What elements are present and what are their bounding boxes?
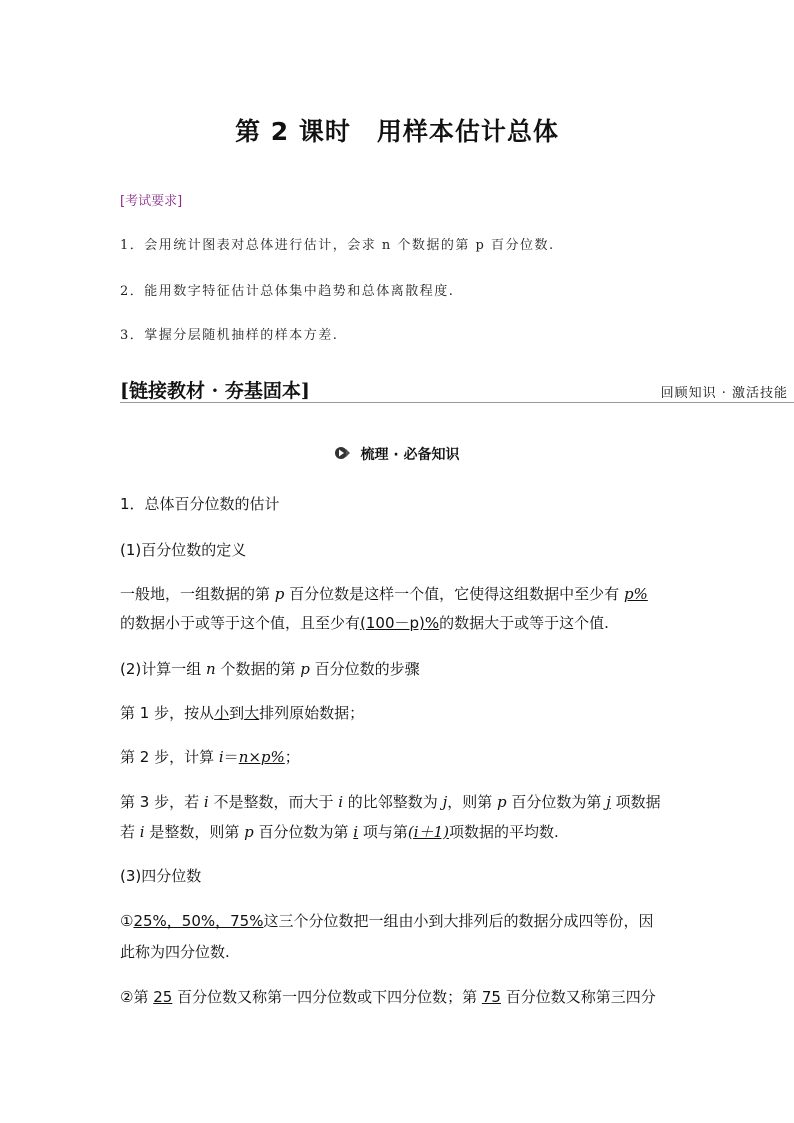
- requirement-item: 2．能用数字特征估计总体集中趋势和总体离散程度.: [120, 284, 455, 299]
- heading-1: 1．总体百分位数的估计: [120, 495, 280, 513]
- play-circle-icon: [334, 446, 352, 464]
- blank-answer: 小: [214, 704, 230, 722]
- requirement-item: 1．会用统计图表对总体进行估计，会求 n 个数据的第 p 百分位数.: [120, 238, 555, 253]
- blank-answer: j: [606, 793, 611, 811]
- subsection-header: [0, 444, 794, 464]
- quartile-line-3: ②第 25 百分位数又称第一四分位数或下四分位数；第 75 百分位数又称第三四分: [120, 988, 656, 1006]
- blank-answer: p%: [623, 585, 648, 603]
- requirements-label: [考试要求]: [120, 194, 183, 209]
- heading-1a: (1)百分位数的定义: [120, 541, 247, 559]
- section-divider: [120, 402, 794, 403]
- section-tagline: 回顾知识 · 激活技能: [660, 386, 788, 401]
- blank-answer: 75: [481, 988, 501, 1006]
- page-title: 第 2 课时 用样本估计总体: [235, 117, 559, 146]
- definition-line-1: 一般地，一组数据的第 p 百分位数是这样一个值，它使得这组数据中至少有 p%: [120, 585, 648, 603]
- heading-1c: (3)四分位数: [120, 867, 202, 885]
- step-2: 第 2 步，计算 i＝n×p%；: [120, 748, 300, 766]
- quartile-line-1: ①25%，50%，75%这三个分位数把一组由小到大排列后的数据分成四等份，因: [120, 912, 654, 930]
- step-3-line-1: 第 3 步，若 i 不是整数，而大于 i 的比邻整数为 j，则第 p 百分位数为第 j 项数据: [120, 793, 661, 811]
- blank-answer: 大: [244, 704, 260, 722]
- quartile-line-2: 此称为四分位数.: [120, 943, 230, 961]
- blank-answer: 25: [153, 988, 173, 1006]
- blank-answer: i: [353, 823, 359, 841]
- blank-answer: 25%，50%，75%: [133, 912, 264, 930]
- blank-answer: (100－p)%: [360, 614, 440, 632]
- definition-line-2: 的数据小于或等于这个值，且至少有(100－p)%的数据大于或等于这个值.: [120, 614, 609, 632]
- subsection-title: 梳理 · 必备知识: [360, 447, 460, 463]
- blank-answer: (i＋1): [407, 823, 449, 841]
- blank-answer: n×p%: [238, 748, 285, 766]
- section-title: [链接教材 · 夯基固本]: [120, 380, 310, 402]
- step-1: 第 1 步，按从小到大排列原始数据；: [120, 704, 365, 722]
- heading-1b: (2)计算一组 n 个数据的第 p 百分位数的步骤: [120, 660, 420, 678]
- step-3-line-2: 若 i 是整数，则第 p 百分位数为第 i 项与第(i＋1)项数据的平均数.: [120, 823, 559, 841]
- requirement-item: 3．掌握分层随机抽样的样本方差.: [120, 328, 339, 343]
